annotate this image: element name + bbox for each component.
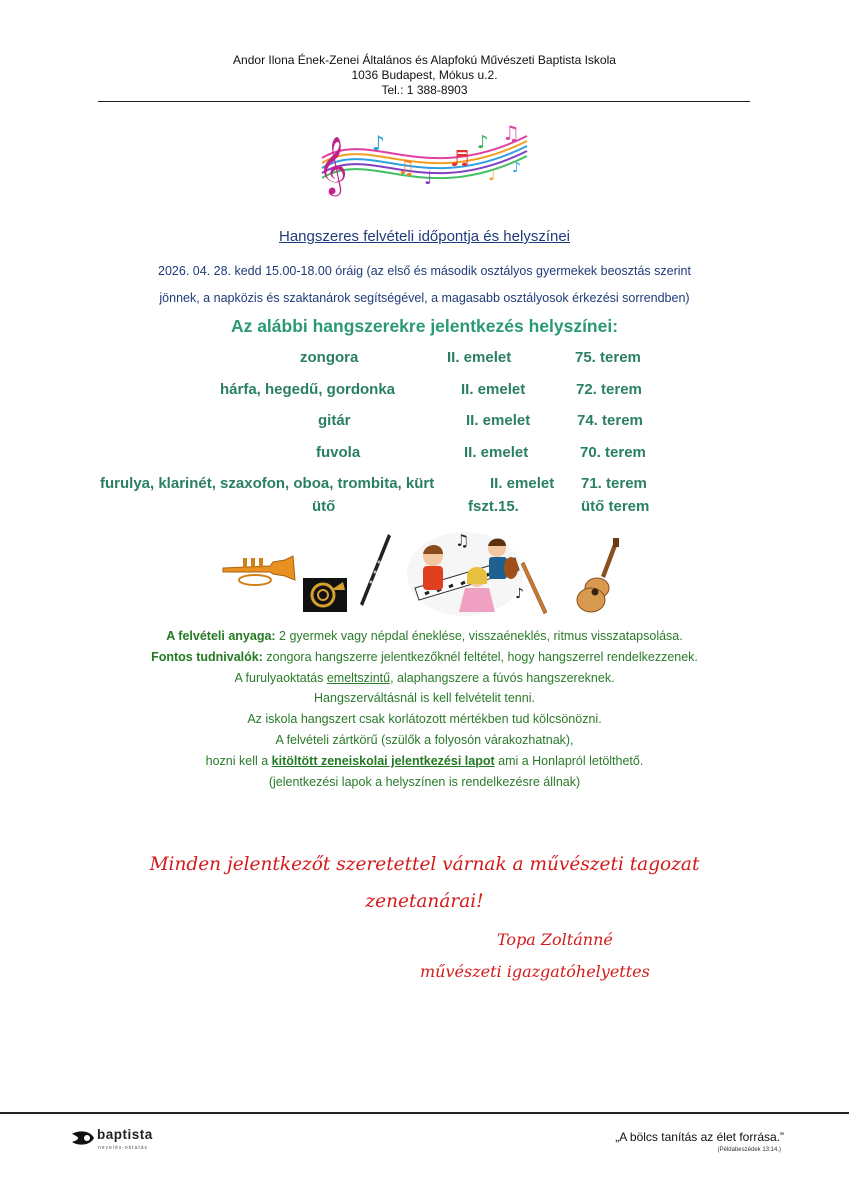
location-instrument: fuvola — [316, 444, 361, 461]
logo-text: baptista — [97, 1127, 153, 1142]
svg-text:𝄞: 𝄞 — [318, 136, 348, 194]
location-instrument: zongora — [300, 349, 359, 366]
info-line: (jelentkezési lapok a helyszínen is rendelkezésre állnak) — [268, 774, 581, 789]
location-room: 72. terem — [576, 381, 642, 398]
children-musicians-icon — [407, 531, 524, 616]
school-address: 1036 Budapest, Mókus u.2. — [351, 68, 498, 82]
location-room: 75. terem — [575, 349, 641, 366]
info-line: Hangszerváltásnál is kell felvételit tenni. — [314, 691, 535, 706]
school-header — [0, 53, 849, 98]
info-line: A felvételi zártkörű (szülők a folyosón várakozhatnak), — [275, 732, 574, 747]
info-text: 2 gyermek vagy népdal éneklése, visszaéneklés, ritmus visszatapsolása. — [275, 629, 683, 643]
svg-text:♪: ♪ — [477, 132, 489, 153]
signature-name: Topa Zoltánné — [497, 930, 613, 949]
location-instrument: ütő — [312, 498, 336, 515]
french-horn-icon — [303, 578, 347, 612]
school-phone: Tel.: 1 388-8903 — [381, 83, 468, 97]
location-floor: II. emelet — [464, 444, 529, 461]
logo-subtext: nevelés-oktatás — [98, 1145, 149, 1151]
info-line — [0, 626, 849, 647]
intro-text — [0, 258, 849, 312]
location-floor: II. emelet — [466, 412, 531, 429]
info-text: A furulyaoktatás — [234, 670, 327, 685]
svg-text:♫: ♫ — [397, 155, 415, 179]
page-title: Hangszeres felvételi időpontja és helyszínei — [279, 228, 570, 245]
info-line — [0, 647, 849, 668]
location-floor: II. emelet — [447, 349, 512, 366]
location-room: 70. terem — [580, 444, 646, 461]
instrument-illustrations — [215, 528, 635, 620]
footer-quote-reference: (Példabeszédek 13:14.) — [717, 1147, 781, 1153]
location-room: ütő terem — [581, 498, 650, 515]
closing-message — [0, 846, 849, 920]
music-staff-illustration — [312, 118, 534, 198]
svg-text:♬: ♬ — [450, 147, 470, 172]
info-text: ami a Honlapról letölthető. — [494, 753, 644, 768]
clarinet-icon — [360, 534, 391, 606]
info-text: hozni kell a — [205, 753, 272, 768]
info-line: Az iskola hangszert csak korlátozott mértékben tud kölcsönözni. — [247, 712, 602, 727]
location-instrument: furulya, klarinét, szaxofon, oboa, trombita, kürt — [100, 475, 435, 492]
guitar-icon — [577, 538, 619, 612]
info-text: , alaphangszere a fúvós hangszereknek. — [390, 670, 615, 685]
location-room: 71. terem — [581, 475, 647, 492]
intro-line-2: jönnek, a napközis és szaktanárok segítségével, a magasabb osztályosok érkezési sorrendben) — [159, 291, 690, 305]
application-form-note: kitöltött zeneiskolai jelentkezési lapot — [271, 753, 495, 768]
footer-divider — [0, 1112, 849, 1114]
info-line — [0, 668, 849, 689]
svg-text:♩: ♩ — [424, 168, 433, 189]
closing-line-2: zenetanárai! — [365, 891, 484, 912]
footer-quote: „A bölcs tanítás az élet forrása.” — [615, 1130, 784, 1144]
svg-text:♪: ♪ — [372, 131, 385, 155]
signature-role: művészeti igazgatóhelyettes — [420, 962, 650, 981]
info-label: A felvételi anyaga: — [166, 629, 276, 643]
location-instrument: hárfa, hegedű, gordonka — [220, 381, 396, 398]
trumpet-icon — [223, 556, 295, 585]
info-line — [0, 751, 849, 772]
info-underlined: emeltszintű — [326, 670, 391, 685]
intro-line-1: 2026. 04. 28. kedd 15.00-18.00 óráig (az első és második osztályos gyermekek beosztás szerint — [158, 264, 691, 278]
info-text: zongora hangszerre jelentkezőknél feltétel, hogy hangszerrel rendelkezzenek. — [262, 649, 698, 664]
flute-icon — [521, 562, 547, 614]
svg-text:♪: ♪ — [512, 160, 521, 176]
locations-heading: Az alábbi hangszerekre jelentkezés helyszínei: — [230, 316, 619, 336]
info-section — [0, 626, 849, 792]
svg-text:♪: ♪ — [515, 586, 524, 602]
location-room: 74. terem — [577, 412, 643, 429]
svg-text:♫: ♫ — [502, 121, 520, 145]
location-instrument: gitár — [318, 412, 351, 429]
location-floor: fszt.15. — [468, 498, 519, 515]
location-floor: II. emelet — [490, 475, 555, 492]
location-floor: II. emelet — [461, 381, 526, 398]
info-label: Fontos tudnivalók: — [151, 649, 263, 664]
school-name: Andor Ilona Ének-Zenei Általános és Alapfokú Művészeti Baptista Iskola — [233, 53, 616, 67]
svg-text:♩: ♩ — [488, 165, 496, 184]
header-divider — [98, 101, 750, 102]
svg-text:♫: ♫ — [455, 531, 470, 550]
closing-line-1: Minden jelentkezőt szeretettel várnak a művészeti tagozat — [149, 854, 700, 875]
